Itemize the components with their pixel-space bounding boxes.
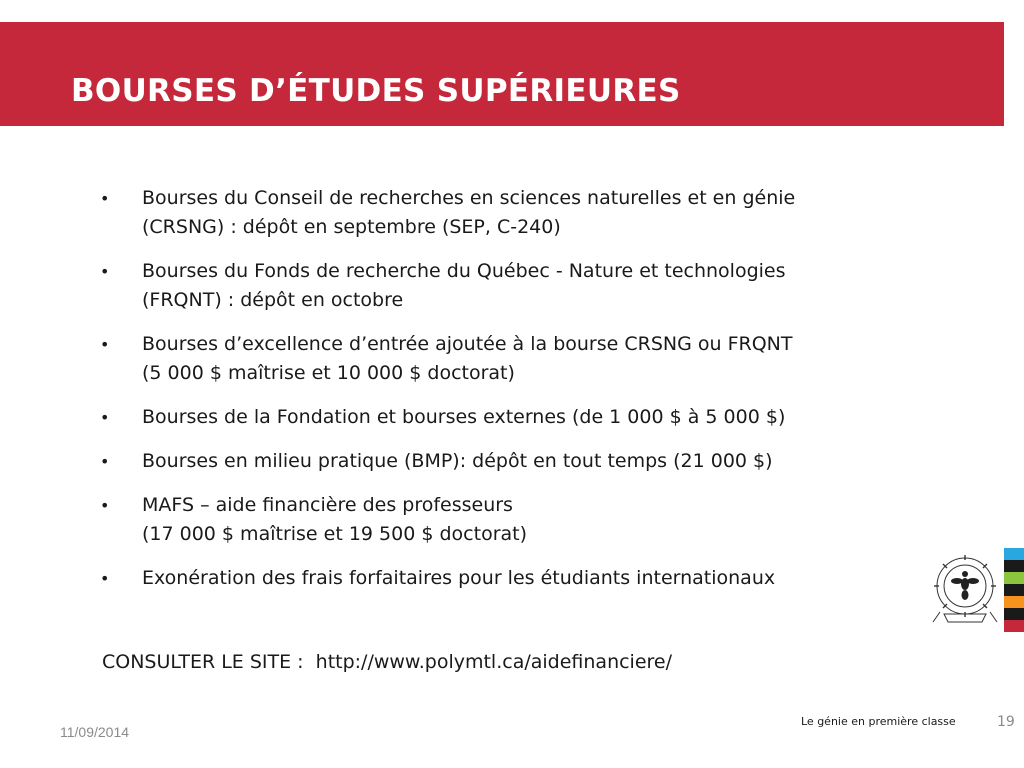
bullet-marker: • [100,496,110,515]
bullet-item [100,403,940,432]
polytechnique-seal-logo-icon [930,552,1000,628]
bullet-item [100,491,940,549]
footer-tagline: Le génie en première classe [801,715,956,728]
bullet-text: Bourses en milieu pratique (BMP): dépôt en tout temps (21 000 $) [142,450,773,472]
bullet-text: Bourses du Fonds de recherche du Québec - Nature et technologies (FRQNT) : dépôt en octobre [142,260,786,311]
footer-date: 11/09/2014 [60,724,130,740]
bullet-text: MAFS – aide financière des professeurs (17 000 $ maîtrise et 19 500 $ doctorat) [142,494,528,545]
bullet-marker: • [100,408,110,427]
bullet-text: Bourses du Conseil de recherches en sciences naturelles et en génie (CRSNG) : dépôt en septembre (SEP, C-240) [142,187,796,238]
consult-site-line: CONSULTER LE SITE : http://www.polymtl.ca/aidefinanciere/ [102,651,673,673]
bullet-marker: • [100,189,110,208]
bullet-marker: • [100,452,110,471]
stripe [1004,596,1024,608]
bullet-marker: • [100,569,110,588]
bullet-text: Bourses d’excellence d’entrée ajoutée à la bourse CRSNG ou FRQNT (5 000 $ maîtrise et 10 000 $ doctorat) [142,333,793,384]
stripe [1004,608,1024,620]
bullet-item [100,564,940,593]
bullet-list [100,184,940,608]
stripe [1004,548,1024,560]
color-stripes [1004,548,1024,632]
stripe [1004,572,1024,584]
page-number: 19 [997,714,1015,730]
bullet-item [100,257,940,315]
bullet-marker: • [100,335,110,354]
bullet-item [100,184,940,242]
bullet-item [100,447,940,476]
stripe [1004,584,1024,596]
bullet-item [100,330,940,388]
stripe [1004,560,1024,572]
slide-title: BOURSES D’ÉTUDES SUPÉRIEURES [71,73,681,109]
bullet-text: Exonération des frais forfaitaires pour les étudiants internationaux [142,567,776,589]
stripe [1004,620,1024,632]
bullet-text: Bourses de la Fondation et bourses externes (de 1 000 $ à 5 000 $) [142,406,786,428]
bullet-marker: • [100,262,110,281]
